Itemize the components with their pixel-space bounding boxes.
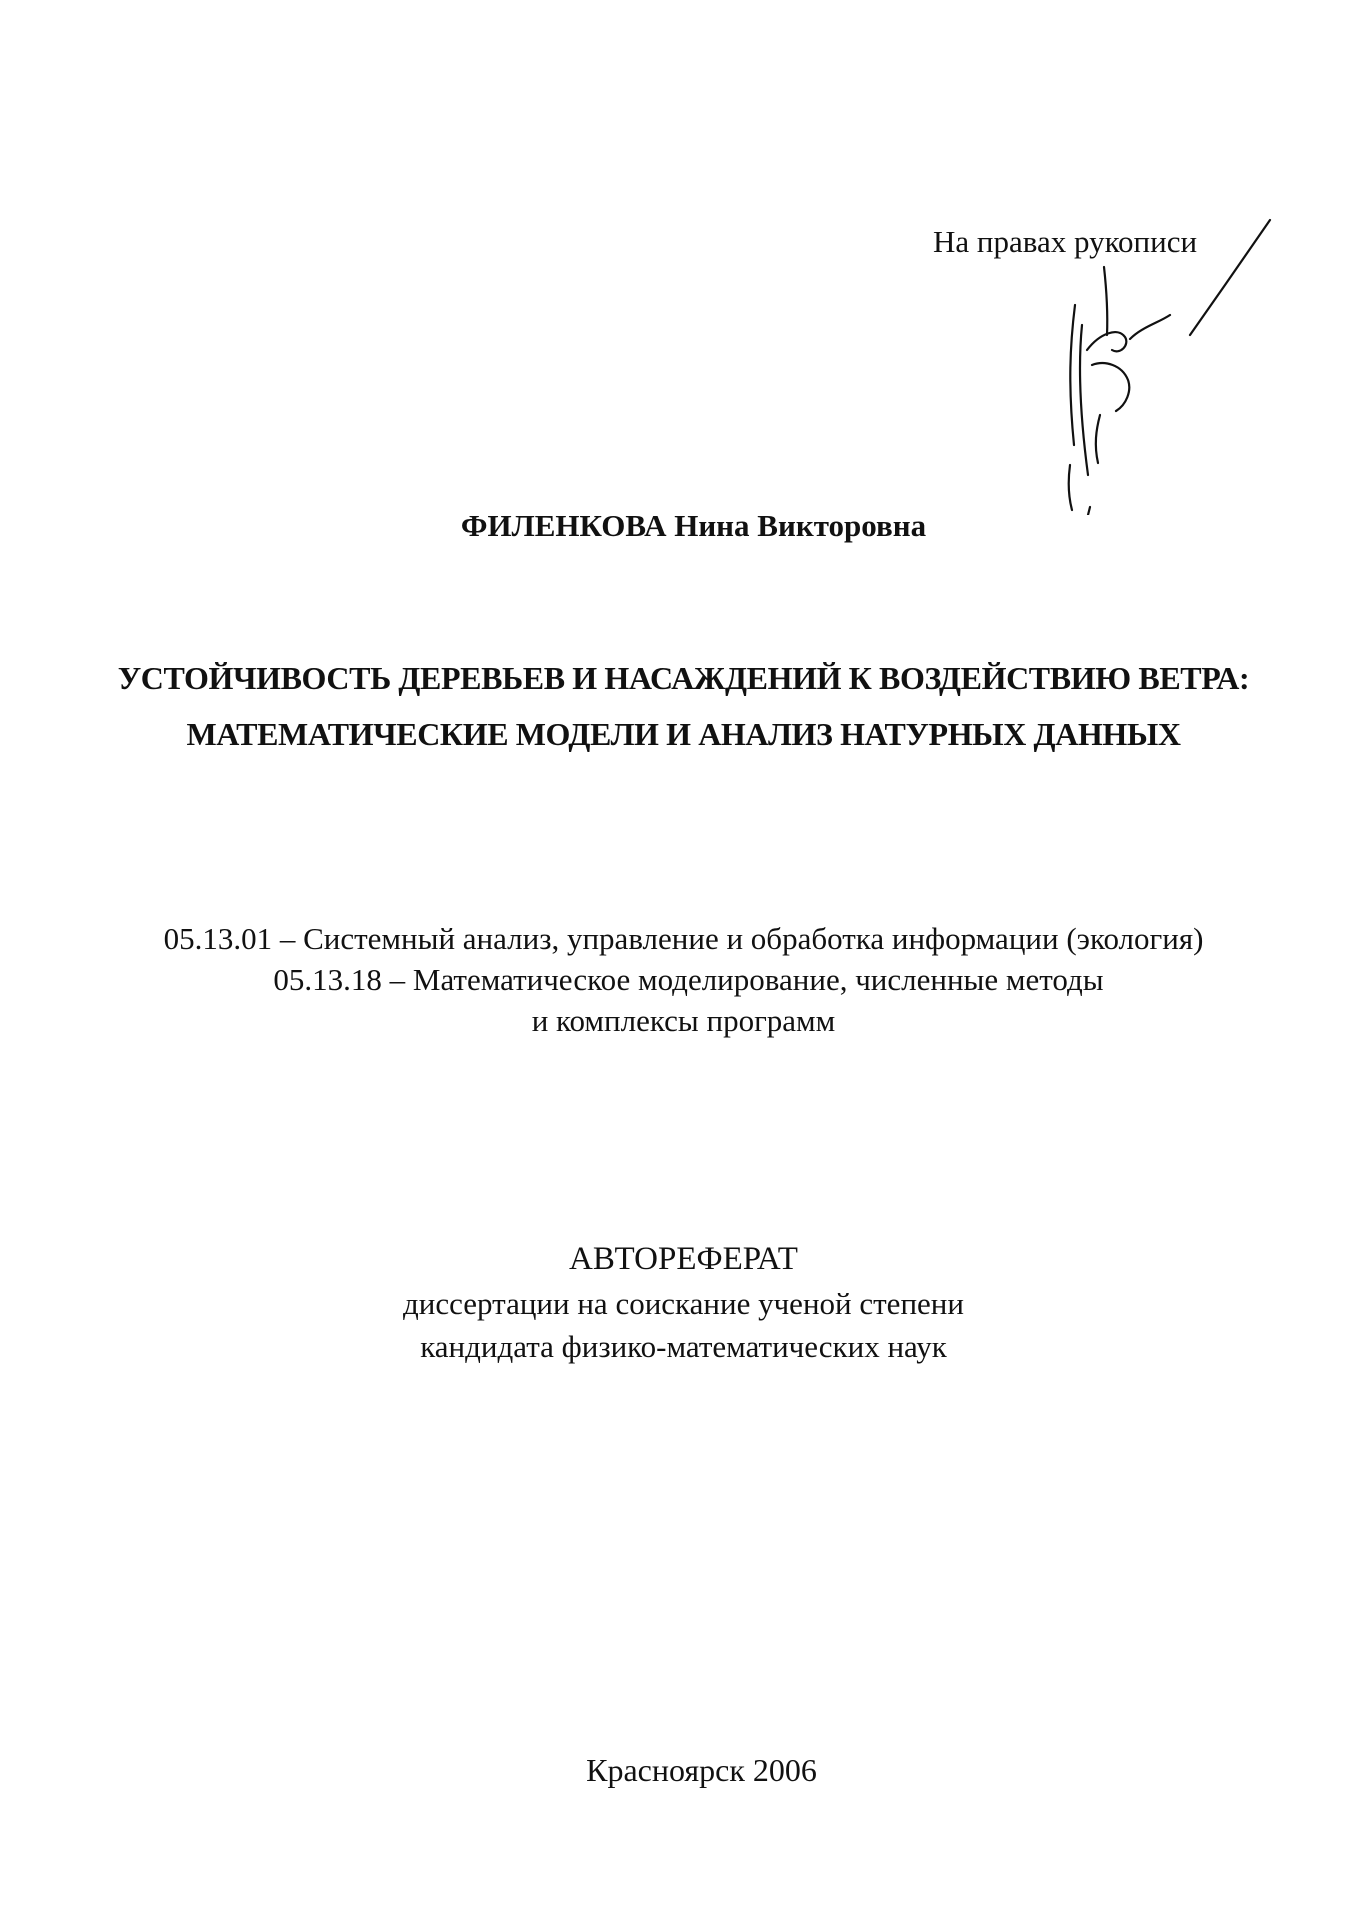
abstract-heading: АВТОРЕФЕРАТ — [569, 1241, 798, 1277]
specialty-line: и комплексы программ — [531, 1003, 836, 1038]
abstract-line: кандидата физико-математических наук — [420, 1329, 947, 1364]
city-year: Красноярск 2006 — [586, 1752, 817, 1788]
abstract-block — [0, 1236, 1367, 1368]
abstract-line: диссертации на соискание ученой степени — [403, 1286, 964, 1321]
author-name: ФИЛЕНКОВА Нина Викторовна — [460, 508, 927, 543]
dissertation-title — [0, 650, 1367, 762]
handwritten-signature — [1030, 215, 1290, 515]
specialty-line: 05.13.01 – Системный анализ, управление и обработка информации (экология) — [163, 921, 1204, 956]
manuscript-note: На правах рукописи — [933, 224, 1198, 259]
specialty-codes — [0, 918, 1367, 1041]
specialty-line: 05.13.18 – Математическое моделирование, численные методы — [273, 962, 1104, 997]
title-line: МАТЕМАТИЧЕСКИЕ МОДЕЛИ И АНАЛИЗ НАТУРНЫХ ДАННЫХ — [186, 716, 1181, 752]
title-line: УСТОЙЧИВОСТЬ ДЕРЕВЬЕВ И НАСАЖДЕНИЙ К ВОЗДЕЙСТВИЮ ВЕТРА: — [117, 660, 1250, 696]
